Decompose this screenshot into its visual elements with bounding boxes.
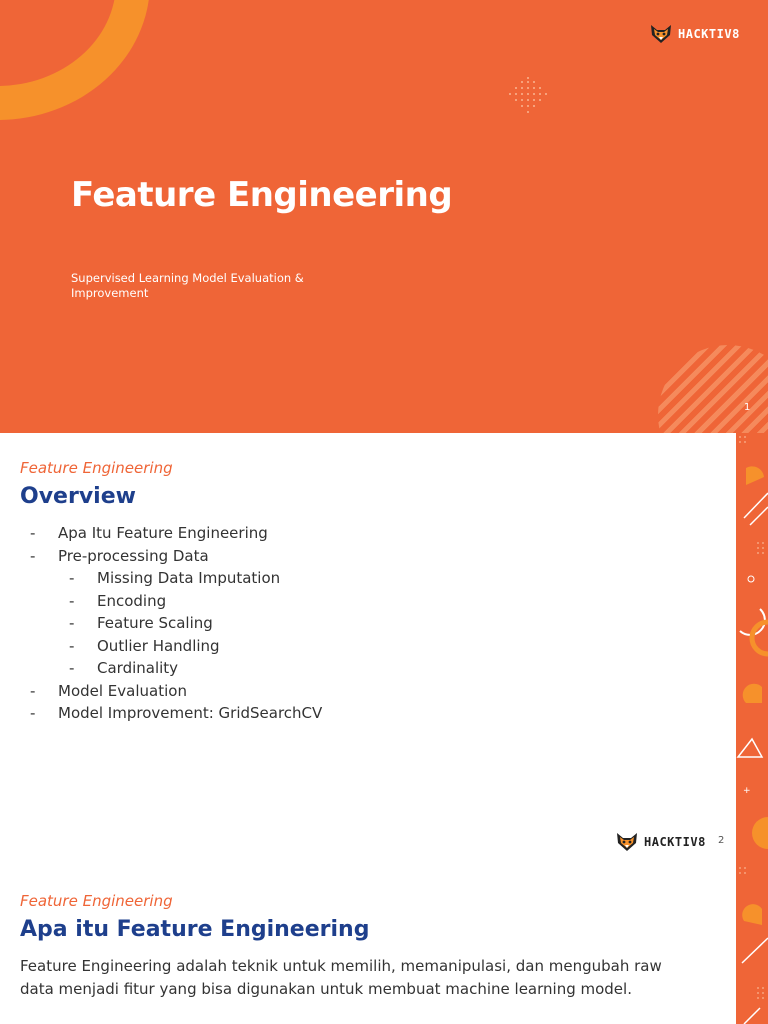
- slide-subtitle: Supervised Learning Model Evaluation & Improvement: [71, 271, 304, 300]
- paragraph-line: Feature Engineering adalah teknik untuk memilih, memanipulasi, dan mengubah raw: [20, 957, 662, 975]
- bullet-dash: -: [69, 569, 75, 587]
- list-item: - Apa Itu Feature Engineering: [30, 522, 322, 545]
- logo-text: HACKTIV8: [678, 27, 740, 41]
- slide-title: Feature Engineering: [71, 175, 453, 215]
- list-subitem: - Cardinality: [30, 657, 322, 680]
- section-kicker: Feature Engineering: [20, 892, 173, 910]
- fox-logo-icon: [650, 24, 672, 44]
- svg-text:+: +: [743, 786, 751, 796]
- list-item: - Pre-processing Data: [30, 545, 322, 568]
- definition-paragraph: [20, 955, 720, 1000]
- overview-list: [30, 522, 322, 725]
- page-number: 2: [718, 835, 725, 846]
- overview-heading: Overview: [20, 484, 136, 509]
- side-pattern-icon: [736, 433, 768, 1024]
- bullet-dash: -: [30, 704, 36, 722]
- paragraph-line: data menjadi fitur yang bisa digunakan untuk membuat machine learning model.: [20, 979, 632, 998]
- list-subitem: - Missing Data Imputation: [30, 567, 322, 590]
- section-kicker: Feature Engineering: [20, 459, 173, 477]
- bullet-dash: -: [30, 524, 36, 542]
- bullet-dash: -: [69, 614, 75, 632]
- section-heading: Apa itu Feature Engineering: [20, 917, 370, 942]
- bullet-dash: -: [69, 591, 75, 610]
- fox-logo-icon: [616, 832, 638, 852]
- bullet-dash: -: [69, 636, 75, 655]
- list-item: - Model Improvement: GridSearchCV: [30, 702, 322, 725]
- bullet-dash: -: [69, 659, 75, 677]
- hacktiv8-logo: [650, 24, 740, 44]
- bullet-dash: -: [30, 681, 36, 700]
- decorative-side-strip: [736, 433, 768, 1024]
- title-slide: [0, 0, 768, 433]
- logo-text: HACKTIV8: [644, 835, 706, 849]
- striped-circle-decoration: [658, 345, 768, 433]
- decorative-arc: [0, 0, 150, 120]
- list-subitem: - Feature Scaling: [30, 612, 322, 635]
- list-subitem: - Outlier Handling: [30, 635, 322, 658]
- dot-pattern-icon: [508, 76, 548, 116]
- list-subitem: - Encoding: [30, 590, 322, 613]
- hacktiv8-logo-footer: [616, 832, 706, 852]
- bullet-dash: -: [30, 546, 36, 565]
- list-item: - Model Evaluation: [30, 680, 322, 703]
- page-number: 1: [744, 402, 751, 413]
